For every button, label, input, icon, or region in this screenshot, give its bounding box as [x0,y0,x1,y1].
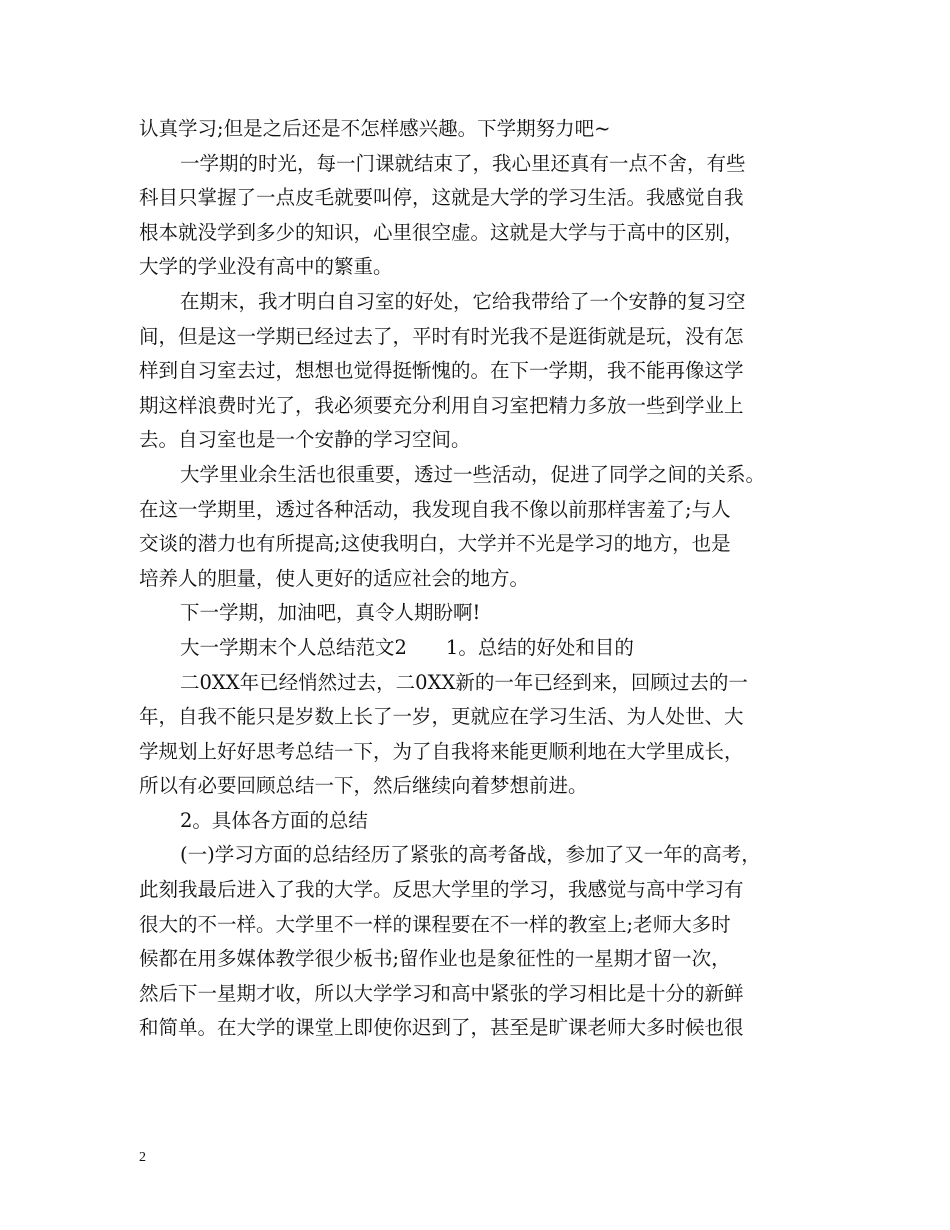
text-line: 一学期的时光，每一门课就结束了，我心里还真有一点不舍，有些 [180,151,746,175]
text-line: 认真学习;但是之后还是不怎样感兴趣。下学期努力吧~ [139,117,611,140]
text-line: 科目只掌握了一点皮毛就要叫停，这就是大学的学习生活。我感觉自我 [139,186,744,210]
text-line: 和简单。在大学的课堂上即使你迟到了，甚至是旷课老师大多时候也很 [139,1016,744,1040]
text-line: 交谈的潜力也有所提高;这使我明白，大学并不光是学习的地方，也是 [139,532,731,556]
text-line: 大一学期末个人总结范文2 1。总结的好处和目的 [180,635,634,659]
page-number: 2 [139,1150,146,1165]
document-body [139,112,819,1046]
text-line: 去。自习室也是一个安静的学习空间。 [139,428,471,452]
text-line: 根本就没学到多少的知识，心里很空虚。这就是大学与于高中的区别， [139,220,744,244]
text-line: 学规划上好好思考总结一下，为了自我将来能更顺利地在大学里成长， [139,739,744,763]
text-line: 2。具体各方面的总结 [180,808,368,832]
text-line: 年，自我不能只是岁数上长了一岁，更就应在学习生活、为人处世、大 [139,705,744,729]
text-line: (一)学习方面的总结经历了紧张的高考备战，参加了又一年的高考， [180,843,761,867]
text-line: 很大的不一样。大学里不一样的课程要在不一样的教室上;老师大多时 [139,912,731,936]
text-line: 然后下一星期才收，所以大学学习和高中紧张的学习相比是十分的新鲜 [139,981,744,1005]
text-line: 间，但是这一学期已经过去了，平时有时光我不是逛街就是玩，没有怎 [139,324,744,348]
text-line: 期这样浪费时光了，我必须要充分利用自习室把精力多放一些到学业上 [139,393,744,417]
text-line: 大学的学业没有高中的繁重。 [139,255,393,279]
text-line: 二0XX年已经悄然过去，二0XX新的一年已经到来，回顾过去的一 [180,670,748,694]
text-line: 大学里业余生活也很重要，透过一些活动，促进了同学之间的关系。 [180,462,766,486]
text-line: 样到自习室去过，想想也觉得挺惭愧的。在下一学期，我不能再像这学 [139,359,744,383]
text-line: 此刻我最后进入了我的大学。反思大学里的学习，我感觉与高中学习有 [139,878,744,902]
text-line: 所以有必要回顾总结一下，然后继续向着梦想前进。 [139,774,588,798]
text-line: 培养人的胆量，使人更好的适应社会的地方。 [139,566,530,590]
text-line: 在这一学期里，透过各种活动，我发现自我不像以前那样害羞了;与人 [139,497,731,521]
text-line: 候都在用多媒体教学很少板书;留作业也是象征性的一星期才留一次， [139,947,731,971]
text-line: 下一学期，加油吧，真令人期盼啊! [180,601,481,625]
text-line: 在期末，我才明白自习室的好处，它给我带给了一个安静的复习空 [180,289,746,313]
